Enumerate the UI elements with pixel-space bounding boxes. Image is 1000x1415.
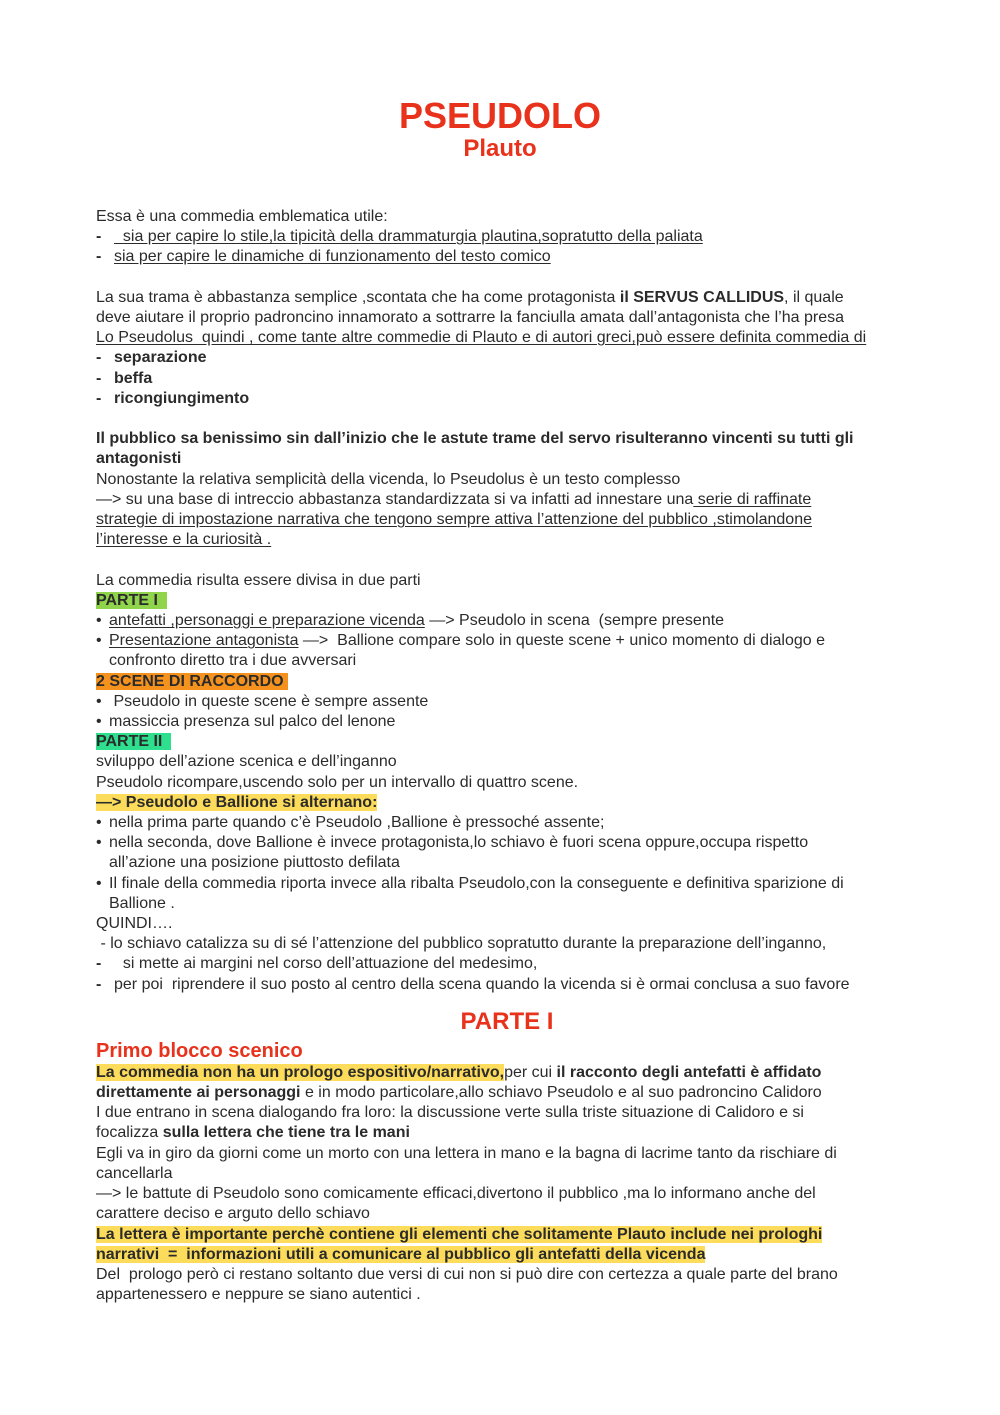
bold-statement: antagonisti: [96, 450, 182, 468]
intro-list-item: [96, 247, 926, 267]
paragraph-line: [96, 1083, 926, 1103]
paragraph-line: strategie di impostazione narrativa che tengono sempre attiva l’attenzione del pubblico ,stimolandone: [96, 511, 812, 529]
dash-marker: -: [96, 975, 102, 993]
highlight-line: [96, 1225, 926, 1245]
text-span: per poi riprendere il suo posto al centro della scena quando la vicenda si è ormai conclusa a suo favore: [114, 975, 850, 993]
underlined-text: Presentazione antagonista: [109, 632, 299, 650]
trama-line: [96, 288, 926, 308]
highlighted-text: La lettera è importante perchè contiene gli elementi che solitamente Plauto include nei prologhi: [96, 1225, 823, 1243]
bold-text: direttamente ai personaggi: [96, 1084, 301, 1102]
bullet-marker: •: [96, 713, 102, 731]
intro-list-item: [96, 227, 926, 247]
trama-line: Lo Pseudolus quindi , come tante altre commedie di Plauto e di autori greci,può essere definita commedia di: [96, 329, 867, 347]
section-label: [96, 732, 926, 752]
text-span: nella prima parte quando c’è Pseudolo ,Ballione è pressoché assente;: [109, 814, 605, 832]
paragraph-line: [96, 1063, 926, 1083]
bullet-item: [96, 692, 926, 712]
bullet-marker: •: [96, 612, 102, 630]
text-span: —> Pseudolo in scena (sempre presente: [424, 612, 725, 630]
bullet-continuation: confronto diretto tra i due avversari: [109, 652, 357, 670]
bullet-marker: •: [96, 814, 102, 832]
intro-line: Essa è una commedia emblematica utile:: [96, 208, 388, 225]
paragraph-line: - lo schiavo catalizza su di sé l’attenzione del pubblico sopratutto durante la preparazione dell’inganno,: [96, 935, 827, 953]
dash-marker: -: [96, 955, 102, 973]
text-span: —> su una base di intreccio abbastanza standardizzata si va infatti ad innestare una: [96, 490, 694, 508]
text-span: e in modo particolare,allo schiavo Pseudolo e al suo padroncino Calidoro: [300, 1084, 822, 1102]
bullet-marker: •: [96, 874, 102, 892]
section-label: [96, 672, 926, 692]
text-span: si mette ai margini nel corso dell’attuazione del medesimo,: [114, 955, 538, 973]
document-subtitle: Plauto: [463, 135, 537, 162]
dash-marker: -: [96, 389, 102, 407]
dash-marker: -: [96, 228, 102, 246]
bullet-marker: •: [96, 834, 102, 852]
bullet-marker: •: [96, 692, 102, 710]
dash-marker: -: [96, 248, 102, 266]
dash-item: [96, 954, 926, 974]
section-label: [96, 591, 926, 611]
dash-item: [96, 975, 926, 995]
trama-list-item: [96, 389, 926, 409]
subsection-heading: Primo blocco scenico: [96, 1039, 303, 1062]
bullet-continuation: all’azione una posizione piuttosto defilata: [109, 854, 400, 872]
bullet-continuation: Ballione .: [109, 894, 175, 912]
trama-line: deve aiutare il proprio padroncino innamorato a sottrarre la fanciulla amata dall’antagonista che l’ha presa: [96, 309, 844, 326]
document-title: PSEUDOLO: [398, 95, 602, 136]
paragraph-line: [96, 490, 926, 510]
parte-ii-label: PARTE II: [96, 733, 172, 751]
trama-list-item: [96, 348, 926, 368]
paragraph-line: [96, 1123, 926, 1143]
text-span: massiccia presenza sul palco del lenone: [109, 713, 396, 731]
text-span: —> Ballione compare solo in queste scene + unico momento di dialogo e: [298, 632, 826, 650]
text-span: La sua trama è abbastanza semplice ,scontata che ha come protagonista: [96, 288, 620, 306]
bullet-item: [96, 631, 926, 651]
document-body: [96, 207, 926, 1305]
text-span: Il finale della commedia riporta invece alla ribalta Pseudolo,con la conseguente e definitiva sparizione di: [109, 874, 844, 892]
alternano-label: —> Pseudolo e Ballione si alternano:: [96, 793, 378, 811]
bullet-marker: •: [96, 632, 102, 650]
list-item-text: ricongiungimento: [114, 389, 250, 407]
paragraph-line: Egli va in giro da giorni come un morto con una lettera in mano e la bagna di lacrime tanto da rischiare di: [96, 1144, 837, 1162]
parte-i-label: PARTE I: [96, 591, 167, 609]
highlighted-text: narrativi = informazioni utili a comunicare al pubblico gli antefatti della vicenda: [96, 1245, 706, 1263]
paragraph-line: carattere deciso e arguto dello schiavo: [96, 1205, 370, 1223]
raccordo-label: 2 SCENE DI RACCORDO: [96, 672, 289, 690]
paragraph-line: —> le battute di Pseudolo sono comicamente efficaci,divertono il pubblico ,ma lo informano anche del: [96, 1185, 816, 1203]
section-heading: PARTE I: [460, 1007, 554, 1035]
paragraph-line: cancellarla: [96, 1164, 173, 1182]
bullet-item: [96, 833, 926, 853]
bold-statement: Il pubblico sa benissimo sin dall’inizio che le astute trame del servo risulteranno vincenti su tutti gli: [96, 430, 854, 448]
highlight-line: [96, 793, 926, 813]
underlined-text: serie di raffinate: [693, 490, 812, 508]
dash-marker: -: [96, 349, 102, 367]
paragraph-line: QUINDI….: [96, 915, 173, 933]
bullet-item: [96, 611, 926, 631]
bullet-item: [96, 813, 926, 833]
paragraph-line: sviluppo dell’azione scenica e dell’inganno: [96, 753, 397, 771]
text-span: nella seconda, dove Ballione è invece protagonista,lo schiavo è fuori scena oppure,occupa rispetto: [109, 834, 809, 852]
paragraph-line: appartenessero e neppure se siano autentici .: [96, 1286, 421, 1304]
bullet-item: [96, 712, 926, 732]
list-item-text: beffa: [114, 369, 153, 387]
bold-text: il SERVUS CALLIDUS: [619, 288, 785, 306]
list-item-text: separazione: [114, 349, 207, 367]
paragraph-line: La commedia risulta essere divisa in due parti: [96, 571, 421, 589]
text-span: per cui: [504, 1063, 557, 1081]
bold-text: sulla lettera che tiene tra le mani: [162, 1124, 410, 1142]
highlight-line: [96, 1245, 926, 1265]
paragraph-line: Nonostante la relativa semplicità della vicenda, lo Pseudolus è un testo complesso: [96, 470, 681, 488]
paragraph-line: l’interesse e la curiosità .: [96, 531, 272, 549]
bold-text: il racconto degli antefatti è affidato: [556, 1063, 822, 1081]
trama-list-item: [96, 369, 926, 389]
text-span: , il quale: [784, 288, 844, 306]
text-span: Pseudolo in queste scene è sempre assente: [109, 692, 429, 710]
paragraph-line: I due entrano in scena dialogando fra loro: la discussione verte sulla triste situazione di Calidoro e si: [96, 1104, 804, 1122]
paragraph-line: Pseudolo ricompare,uscendo solo per un intervallo di quattro scene.: [96, 773, 579, 791]
intro-item-text: sia per capire lo stile,la tipicità della drammaturgia plautina,sopratutto della paliata: [114, 228, 703, 246]
dash-marker: -: [96, 369, 102, 387]
bullet-item: [96, 874, 926, 894]
highlighted-text: La commedia non ha un prologo espositivo/narrativo,: [96, 1063, 505, 1081]
intro-item-text: sia per capire le dinamiche di funzionamento del testo comico: [114, 248, 551, 266]
paragraph-line: Del prologo però ci restano soltanto due versi di cui non si può dire con certezza a quale parte del brano: [96, 1265, 838, 1283]
text-span: focalizza: [96, 1124, 163, 1142]
underlined-text: antefatti ,personaggi e preparazione vicenda: [109, 612, 425, 630]
